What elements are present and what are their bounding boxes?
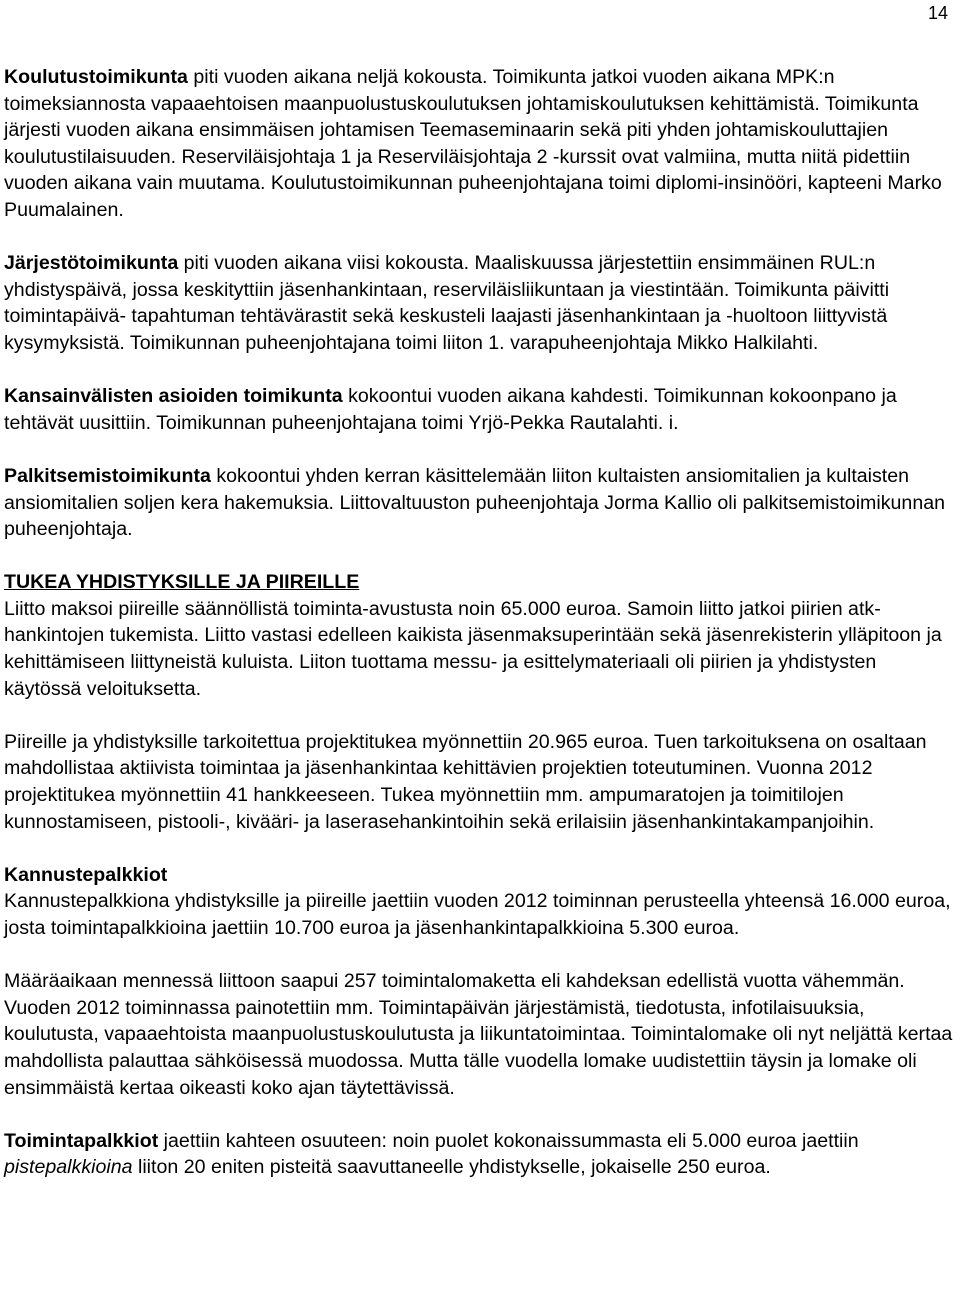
paragraph-text: Liitto maksoi piireille säännöllistä toiminta-avustusta noin 65.000 euroa. Samoin liitto jatkoi piirien atk-hankintojen tukemista. Liitto vastasi edelleen kaikista jäsenmaksuperintään sekä jäsenrekisterin ylläpitoon ja kehittämiseen liittyneistä kuluista. Liiton tuottama messu- ja esittelymateriaali oli piirien ja yhdistysten käytössä veloituksetta.: [4, 597, 942, 700]
paragraph-text: jaettiin kahteen osuuteen: noin puolet kokonaissummasta eli 5.000 euroa jaettiin: [158, 1129, 859, 1152]
paragraph-text: kokoontui yhden kerran käsittelemään liiton kultaisten ansiomitalien ja kultaisten ansiomitalien soljen kera hakemuksia. Liittovaltuuston puheenjohtaja Jorma Kallio oli palkitsemistoimikunnan puheenjohtaja.: [4, 464, 946, 541]
paragraph-projektituki: [4, 729, 954, 835]
paragraph-lead: Kansainvälisten asioiden toimikunta: [4, 385, 343, 408]
paragraph-toimintapalkkiot: [4, 1128, 954, 1181]
section-tukea-yhdistyksille: [4, 569, 954, 702]
page-number: 14: [927, 3, 948, 23]
paragraph-text: Piireille ja yhdistyksille tarkoitettua projektitukea myönnettiin 20.965 euroa. Tuen tarkoituksena on osaltaan mahdollistaa aktiivista toimintaa ja jäsenhankintaa kehittävien projektien toteutuminen. Vuonna 2012 projektitukea myönnettiin 41 hankkeeseen. Tukea myönnettiin mm. ampumaratojen ja toimitilojen kunnostamiseen, pistooli-, kivääri- ja laserasehankintoihin sekä erilaisiin jäsenhankintakampanjoihin.: [4, 730, 927, 833]
paragraph-lead: Toimintapalkkiot: [4, 1129, 159, 1152]
paragraph-text: liiton 20 eniten pisteitä saavuttaneelle yhdistykselle, jokaiselle 250 euroa.: [132, 1156, 771, 1179]
paragraph-text: piti vuoden aikana viisi kokousta. Maaliskuussa järjestettiin ensimmäinen RUL:n yhdistyspäivä, jossa keskityttiin jäsenhankintaan, reserviläisliikuntaan ja viestintään. Toimikunta päivitti toimintapäivä- tapahtuman tehtävärastit sekä keskusteli laajasti jäsenhankintaan ja -huoltoon liittyvistä kysymyksistä. Toimikunnan puheenjohtajana toimi liiton 1. varapuheenjohtaja Mikko Halkilahti.: [4, 252, 890, 354]
paragraph-toimintalomakkeet: [4, 968, 954, 1101]
paragraph-lead: Koulutustoimikunta: [4, 66, 188, 88]
paragraph-text: Kannustepalkkiona yhdistyksille ja piireille jaettiin vuoden 2012 toiminnan perusteella yhteensä 16.000 euroa, josta toimintapalkkioina jaettiin 10.700 euroa ja jäsenhankintapalkkioina 5.300 euroa.: [4, 890, 951, 939]
section-heading: TUKEA YHDISTYKSILLE JA PIIREILLE: [4, 571, 360, 594]
paragraph-koulutustoimikunta: [4, 64, 954, 224]
paragraph-text: Määräaikaan mennessä liittoon saapui 257 toimintalomaketta eli kahdeksan edellistä vuotta vähemmän. Vuoden 2012 toiminnassa painotettiin mm. Toimintapäivän järjestämistä, tiedotusta, infotilaisuuksia, koulutusta, vapaaehtoista maanpuolustuskoulutusta ja liikuntatoimintaa. Toimintalomake oli nyt neljättä kertaa mahdollista palauttaa sähköisessä muodossa. Mutta tälle vuodella lomake uudistettiin täysin ja lomake oli ensimmäistä kertaa oikeasti koko ajan täytettävissä.: [4, 970, 953, 1099]
paragraph-palkitsemistoimikunta: [4, 463, 954, 543]
emphasis-text: pistepalkkioina: [4, 1156, 133, 1179]
paragraph-lead: Palkitsemistoimikunta: [4, 464, 211, 487]
paragraph-jarjestotoimikunta: [4, 250, 954, 356]
paragraph-text: piti vuoden aikana neljä kokousta. Toimikunta jatkoi vuoden aikana MPK:n toimeksiannosta vapaaehtoisen maanpuolustuskoulutuksen johtamiskoulutuksen kehittämistä. Toimikunta järjesti vuoden aikana ensimmäisen johtamisen Teemaseminaarin sekä piti yhden johtamiskouluttajien koulutustilaisuuden. Reserviläisjohtaja 1 ja Reserviläisjohtaja 2 -kurssit ovat valmiina, mutta niitä pidettiin vuoden aikana vain muutama. Koulutustoimikunnan puheenjohtajana toimi diplomi-insinööri, kapteeni Marko Puumalainen.: [4, 66, 942, 221]
section-kannustepalkkiot: [4, 862, 954, 942]
document-body: [4, 64, 954, 1181]
paragraph-lead: Järjestötoimikunta: [4, 252, 179, 275]
paragraph-kansainvaliset-asiat: [4, 383, 954, 436]
section-heading: Kannustepalkkiot: [4, 863, 168, 886]
paragraph-text: kokoontui vuoden aikana kahdesti. Toimikunnan kokoonpano ja tehtävät uusittiin. Toimikunnan puheenjohtajana toimi Yrjö-Pekka Rautalahti. i.: [4, 385, 897, 434]
